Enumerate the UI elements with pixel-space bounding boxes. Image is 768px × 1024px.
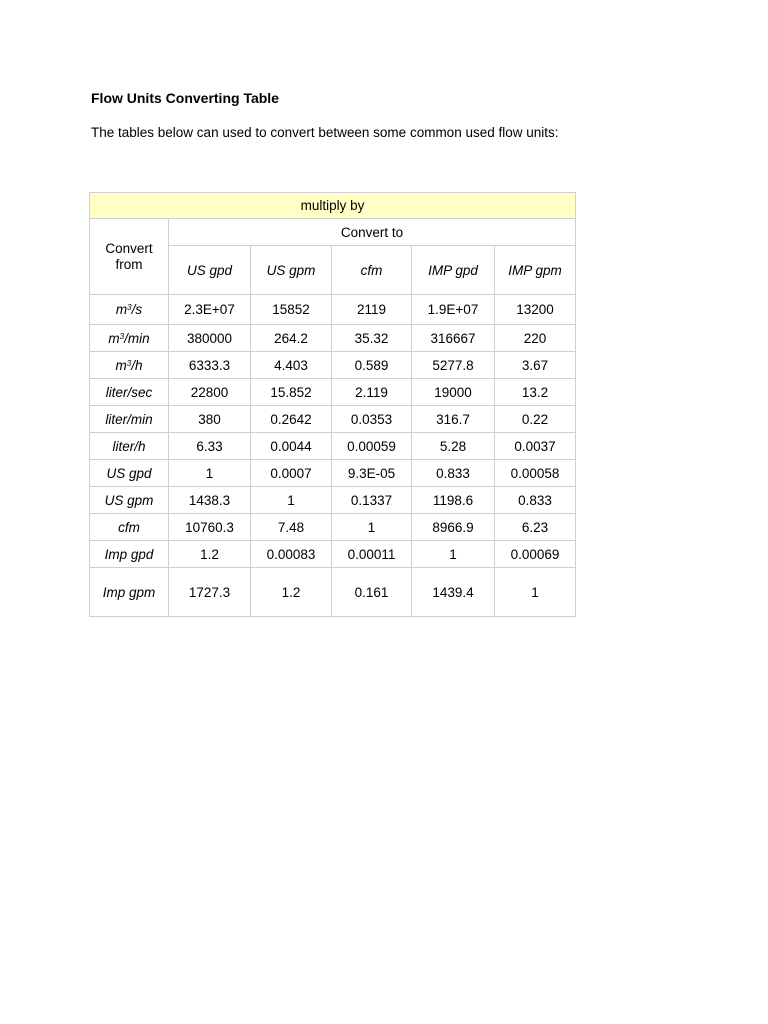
- table-cell: 2119: [332, 295, 412, 325]
- row-label: $m^3/\min$: [90, 325, 169, 352]
- row-label: liter/sec: [90, 379, 169, 406]
- row-label: liter/min: [90, 406, 169, 433]
- table-row: [90, 541, 576, 568]
- multiply-by-row: [90, 193, 576, 219]
- table-cell: 13200: [495, 295, 576, 325]
- table-cell: 380: [169, 406, 251, 433]
- table-cell: 1: [169, 460, 251, 487]
- table-cell: 5.28: [412, 433, 495, 460]
- table-cell: 1198.6: [412, 487, 495, 514]
- table-body: [90, 295, 576, 617]
- table-row: [90, 406, 576, 433]
- table-cell: 0.0007: [251, 460, 332, 487]
- table-cell: 7.48: [251, 514, 332, 541]
- row-label: $m^3/h$: [90, 352, 169, 379]
- row-label: liter/h: [90, 433, 169, 460]
- table-cell: 9.3E-05: [332, 460, 412, 487]
- convert-from-header: [90, 219, 169, 295]
- row-label: $m^3/s$: [90, 295, 169, 325]
- table-cell: 220: [495, 325, 576, 352]
- table-cell: 2.3E+07: [169, 295, 251, 325]
- table-cell: 0.00058: [495, 460, 576, 487]
- column-header: IMP gpd: [412, 246, 495, 295]
- column-header: US gpd: [169, 246, 251, 295]
- table-cell: 6.23: [495, 514, 576, 541]
- table-cell: 316.7: [412, 406, 495, 433]
- table-cell: 10760.3: [169, 514, 251, 541]
- column-header: cfm: [332, 246, 412, 295]
- convert-from-label: Convert from: [105, 240, 153, 272]
- table-row: [90, 487, 576, 514]
- table-cell: 0.589: [332, 352, 412, 379]
- table-row: [90, 352, 576, 379]
- table-cell: 0.833: [412, 460, 495, 487]
- column-header: US gpm: [251, 246, 332, 295]
- table-row: [90, 460, 576, 487]
- table-cell: 2.119: [332, 379, 412, 406]
- table-row: [90, 379, 576, 406]
- table-cell: 1438.3: [169, 487, 251, 514]
- table-cell: 1439.4: [412, 568, 495, 617]
- table-cell: 0.00059: [332, 433, 412, 460]
- conversion-table: [89, 192, 576, 617]
- table-row: [90, 514, 576, 541]
- table-cell: 6333.3: [169, 352, 251, 379]
- row-label: cfm: [90, 514, 169, 541]
- table-cell: 0.2642: [251, 406, 332, 433]
- convert-to-header: Convert to: [169, 219, 576, 246]
- table-cell: 0.00083: [251, 541, 332, 568]
- table-row: [90, 295, 576, 325]
- table-cell: 1: [251, 487, 332, 514]
- table-cell: 264.2: [251, 325, 332, 352]
- row-label: Imp gpm: [90, 568, 169, 617]
- row-label: Imp gpd: [90, 541, 169, 568]
- table-cell: 3.67: [495, 352, 576, 379]
- table-cell: 6.33: [169, 433, 251, 460]
- table-cell: 19000: [412, 379, 495, 406]
- table-cell: 0.833: [495, 487, 576, 514]
- table-cell: 0.0353: [332, 406, 412, 433]
- table-cell: 0.1337: [332, 487, 412, 514]
- table-row: [90, 433, 576, 460]
- table-cell: 1: [332, 514, 412, 541]
- table-cell: 4.403: [251, 352, 332, 379]
- table-cell: 5277.8: [412, 352, 495, 379]
- table-cell: 1.9E+07: [412, 295, 495, 325]
- table-row: [90, 568, 576, 617]
- table-cell: 1.2: [251, 568, 332, 617]
- table-cell: 1.2: [169, 541, 251, 568]
- table-cell: 1727.3: [169, 568, 251, 617]
- table-cell: 0.161: [332, 568, 412, 617]
- table-cell: 35.32: [332, 325, 412, 352]
- table-cell: 0.22: [495, 406, 576, 433]
- intro-text: The tables below can used to convert between some common used flow units:: [91, 125, 559, 140]
- table-cell: 0.00011: [332, 541, 412, 568]
- page-title: Flow Units Converting Table: [91, 90, 279, 106]
- table-row: [90, 325, 576, 352]
- multiply-by-header: multiply by: [90, 193, 576, 219]
- table-cell: 380000: [169, 325, 251, 352]
- table-cell: 0.0037: [495, 433, 576, 460]
- table-cell: 1: [412, 541, 495, 568]
- row-label: US gpm: [90, 487, 169, 514]
- table-cell: 1: [495, 568, 576, 617]
- row-label: US gpd: [90, 460, 169, 487]
- table-cell: 8966.9: [412, 514, 495, 541]
- table-cell: 0.00069: [495, 541, 576, 568]
- table-cell: 15.852: [251, 379, 332, 406]
- table-cell: 15852: [251, 295, 332, 325]
- table-cell: 0.0044: [251, 433, 332, 460]
- convert-to-row: [90, 219, 576, 246]
- column-header: IMP gpm: [495, 246, 576, 295]
- table-cell: 22800: [169, 379, 251, 406]
- table-cell: 13.2: [495, 379, 576, 406]
- table-cell: 316667: [412, 325, 495, 352]
